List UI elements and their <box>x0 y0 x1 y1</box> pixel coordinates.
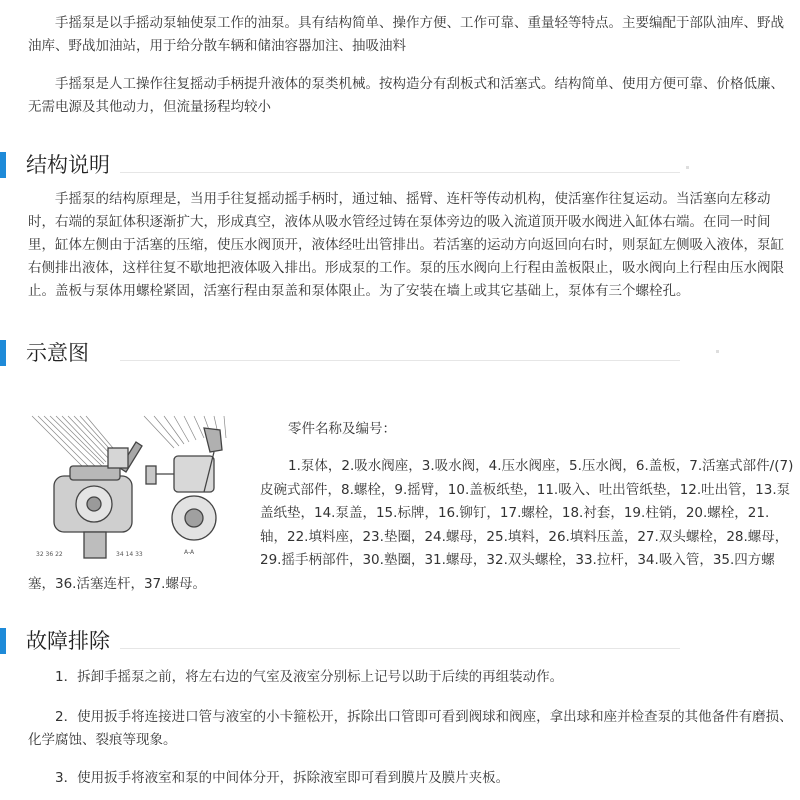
diagram-float-spacer <box>28 455 260 551</box>
troubleshooting-step: 2．使用扳手将连接进口管与液室的小卡箍松开，拆除出口管即可看到阀球和阀座，拿出球和座并检查泵的其他备件有磨损、化学腐蚀、裂痕等现象。 <box>28 709 793 748</box>
structure-body: 手摇泵的结构原理是，当用手往复摇动摇手柄时，通过轴、摇臂、连杆等传动机构，使活塞作往复运动。当活塞向左移动时，右端的泵缸体积逐渐扩大，形成真空，液体从吸水管经过铸在泵体旁边的吸入流道顶开吸水阀进入缸体右端。在同一时间里，缸体左侧由于活塞的压缩，使压水阀顶开，液体经吐出管排出。若活塞的运动方向返回向右时，则泵缸左侧吸入液体，泵缸右侧排出液体，这样往复不歇地把液体吸入排出。形成泵的工作。泵的压水阀向上行程由盖板限止，吸水阀向上行程由压水阀限止。盖板与泵体用螺栓紧固，活塞行程由泵盖和泵体限止。为了安装在墙上或其它基础上，泵体有三个螺栓孔。 <box>28 191 784 299</box>
svg-text:32 36 22: 32 36 22 <box>36 551 63 558</box>
section-title: 结构说明 <box>26 153 110 177</box>
section-divider <box>120 172 680 173</box>
parts-list-content: 1.泵体，2.吸水阀座，3.吸水阀，4.压水阀座，5.压水阀，6.盖板，7.活塞式部件/(7)皮碗式部件，8.螺栓，9.摇臂，10.盖板纸垫，11.吸入、吐出管纸垫，12.吐出管，13.泵盖纸垫，14.泵盖，15.标牌，16.铆钉，17.螺栓，18.衬套，19.柱销，20.螺栓，21.轴，22.填料座，23.垫圈，24.螺母，25.填料，26.填料压盖，27.双头螺栓，28.螺母，29.摇手柄部件，30.塾圈，31.螺母，32.双头螺栓，33.拉杆，34.吸入管，35.四方螺塞，36.活塞连杆，37.螺母。 <box>28 458 794 592</box>
decorative-dot <box>716 350 719 353</box>
decorative-dot <box>686 166 689 169</box>
section-header-structure <box>0 148 680 182</box>
section-header-schematic <box>0 336 680 370</box>
section-accent-bar <box>0 628 6 654</box>
troubleshooting-step: 3．使用扳手将液室和泵的中间体分开，拆除液室即可看到膜片及膜片夹板。 <box>55 770 510 786</box>
troubleshooting-step: 1．拆卸手摇泵之前，将左右边的气室及液室分别标上记号以助于后续的再组装动作。 <box>55 669 564 685</box>
section-divider <box>120 360 680 361</box>
intro-paragraph-2: 手摇泵是人工操作往复摇动手柄提升液体的泵类机械。按构造分有刮板式和活塞式。结构简单、使用方便可靠、价格低廉、无需电源及其他动力，但流量扬程均较小 <box>28 76 784 115</box>
section-title: 示意图 <box>26 341 89 365</box>
parts-list-heading: 零件名称及编号： <box>288 421 396 437</box>
section-accent-bar <box>0 340 6 366</box>
parts-list-text <box>28 455 794 596</box>
section-header-troubleshooting <box>0 624 680 658</box>
section-title: 故障排除 <box>26 629 110 653</box>
intro-paragraph-1: 手摇泵是以手摇动泵轴使泵工作的油泵。具有结构简单、操作方便、工作可靠、重量轻等特点。主要编配于部队油库、野战油库、野战加油站，用于给分散车辆和储油容器加注、抽吸油料 <box>28 15 784 54</box>
svg-text:A-A: A-A <box>184 549 195 556</box>
section-divider <box>120 648 680 649</box>
section-accent-bar <box>0 152 6 178</box>
svg-text:34 14 33: 34 14 33 <box>116 551 143 558</box>
